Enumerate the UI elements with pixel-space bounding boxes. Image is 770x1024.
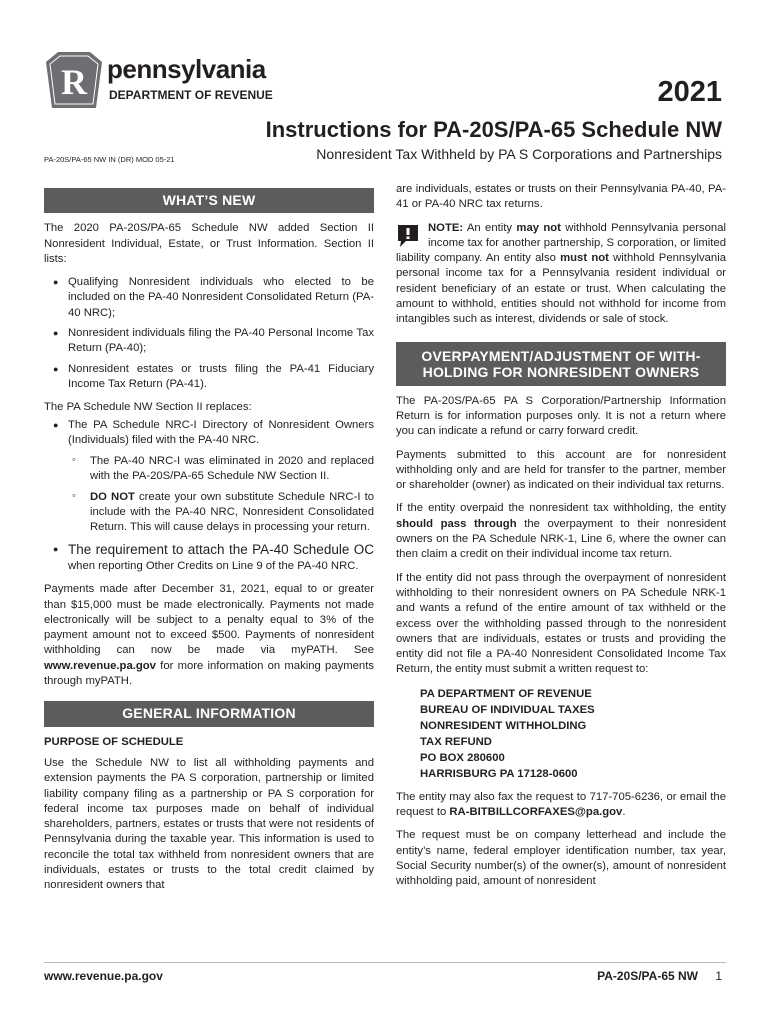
replaces-sublist	[44, 454, 374, 535]
note-box	[396, 221, 726, 328]
list-item: ● Nonresident individuals filing the PA-40 Personal Income Tax Return (PA-40);	[44, 326, 374, 357]
sublist-item-text: create your own substitute Schedule NRC-I to include with the PA-40 NRC, Nonresident Consolidated Return. This will cause delays in processing your return.	[90, 490, 374, 534]
address-line: PA DEPARTMENT OF REVENUE	[420, 687, 592, 700]
pass-through-emphasis: should pass through	[396, 517, 517, 530]
fax-text-end: .	[622, 806, 626, 819]
address-line: HARRISBURG PA 17128-0600	[420, 767, 578, 780]
continued-paragraph: are individuals, estates or trusts on their Pennsylvania PA-40, PA-41 or PA-40 NRC tax returns.	[396, 183, 726, 211]
schedule-oc-text: when reporting Other Credits on Line 9 of the PA-40 NRC.	[68, 559, 359, 572]
sublist-item: ◦ The PA-40 NRC-I was eliminated in 2020 and replaced with the PA-20S/PA-65 Schedule NW Section II.	[44, 454, 374, 485]
address-line: NONRESIDENT WITHHOLDING	[420, 719, 587, 732]
payments-text: Payments made after December 31, 2021, equal to or greater than $15,000 must be made electronically. Payments not made electronically will be subject to a penalty equal to 3% of the payment amount not to exceed $500. Payments of nonresident withholding can now be made via myPATH. See	[44, 583, 374, 657]
payments-paragraph	[44, 582, 374, 689]
pa-revenue-logo	[44, 50, 274, 110]
footer-form-code: PA-20S/PA-65 NW	[597, 969, 698, 983]
address-line: TAX REFUND	[420, 735, 492, 748]
list-item	[44, 542, 374, 575]
footer-url[interactable]: www.revenue.pa.gov	[44, 969, 163, 983]
fax-email-paragraph	[396, 790, 726, 821]
must-not-emphasis: must not	[560, 252, 609, 265]
brand-name: pennsylvania	[107, 54, 266, 84]
note-text: withhold Pennsylvania personal income tax for a Pennsylvania resident individual or resident beneficiary of an estate or trust. When calculating the amount to withhold, entities should not withhold for income from intangibles such as interest, dividends or sale of stock.	[396, 252, 727, 326]
list-item: ● Nonresident estates or trusts filing the PA-41 Fiduciary Income Tax Return (PA-41).	[44, 362, 374, 393]
note-text: withhold Pennsylvania personal income tax for another partnership, S corporation, or limited liability company. An entity also	[396, 221, 726, 265]
overpayment-p1: The PA-20S/PA-65 PA S Corporation/Partnership Information Return is for information purposes only. It is not a return where you can indicate a refund or carry forward credit.	[396, 394, 726, 438]
address-line: PO BOX 280600	[420, 751, 505, 764]
sublist-item	[44, 490, 374, 536]
exclamation-note-icon	[396, 223, 420, 249]
note-label: NOTE:	[428, 221, 464, 234]
overpayment-heading-line: OVERPAYMENT/ADJUSTMENT OF WITH-	[421, 347, 701, 364]
note-text: An entity	[463, 221, 517, 234]
page-number: 1	[715, 969, 722, 983]
footer-divider	[44, 962, 726, 963]
purpose-subheading: PURPOSE OF SCHEDULE	[44, 735, 184, 748]
replaces-list	[44, 418, 374, 575]
section-ii-list	[44, 275, 374, 392]
overpayment-p3	[396, 501, 726, 562]
address-line: BUREAU OF INDIVIDUAL TAXES	[420, 703, 595, 716]
list-item: ● Qualifying Nonresident individuals who elected to be included on the PA-40 Nonresident Consolidated Return (PA-40 NRC);	[44, 275, 374, 321]
refund-email-link[interactable]: RA-BITBILLCORFAXES@pa.gov	[449, 806, 623, 819]
payments-text-end: for more information on making payments through myPATH.	[44, 659, 374, 688]
revenue-link[interactable]: www.revenue.pa.gov	[44, 659, 156, 672]
whats-new-heading: WHAT’S NEW	[44, 188, 374, 213]
p3-text: If the entity overpaid the nonresident tax withholding, the entity	[396, 502, 726, 515]
overpayment-p4: If the entity did not pass through the overpayment of nonresident withholding to their nonresident owners on PA Schedule NRK-1 and wants a refund of the entire amount of tax withheld or the excess over the withholding passed through to the nonresident owners that are individuals, estates or trusts and providing the entity did not file a PA-40 Nonresident Consolidated Income Tax Return, the entity must submit a written request to:	[396, 571, 726, 676]
svg-text:R: R	[61, 62, 87, 102]
overpayment-p2: Payments submitted to this account are for nonresident withholding only and are held for transfer to the partner, member or shareholder (owner) as indicated on their individual tax returns.	[396, 448, 726, 492]
schedule-oc-requirement: The requirement to attach the PA-40 Schedule OC	[68, 541, 374, 557]
may-not-emphasis: may not	[516, 221, 561, 234]
left-column	[44, 188, 374, 902]
tax-year: 2021	[657, 76, 722, 108]
p3-text-end: the overpayment to their nonresident owners on the PA Schedule NRK-1, Line 6, where the owner can then claim a credit on their individual income tax return.	[396, 517, 726, 561]
general-information-heading: GENERAL INFORMATION	[44, 701, 374, 726]
overpayment-heading-line: HOLDING FOR NONRESIDENT OWNERS	[422, 363, 700, 380]
overpayment-heading	[396, 342, 726, 386]
letterhead-paragraph: The request must be on company letterhead and include the entity’s name, federal employer identification number, tax year, Social Security number(s) of the owner(s), amount of nonresident withholding paid, amount of nonresident	[396, 829, 726, 888]
list-item	[44, 418, 374, 536]
brand-department: DEPARTMENT OF REVENUE	[109, 88, 273, 102]
replaces-intro: The PA Schedule NW Section II replaces:	[44, 401, 252, 414]
page-subtitle: Nonresident Tax Withheld by PA S Corporations and Partnerships	[316, 146, 722, 162]
right-column	[396, 182, 726, 898]
mailing-address	[420, 686, 726, 782]
page-title: Instructions for PA-20S/PA-65 Schedule NW	[265, 117, 722, 142]
purpose-paragraph: Use the Schedule NW to list all withholding payments and extension payments the PA S corporation, partnership or limited liability company filing as a partnership or PA S corporation for federal income tax purposes made on behalf of individual shareholders, partners, estates or trusts that were not residents of Pennsylvania during the taxable year. This information is used to reconcile the total tax withheld from nonresident owners that are individuals, estates or trusts to the total credit claimed by nonresident owners that	[44, 756, 374, 892]
form-code: PA-20S/PA-65 NW IN (DR) MOD 05-21	[44, 155, 175, 164]
fax-text: The entity may also fax the request to 717-705-6236, or email the request to	[396, 790, 726, 819]
replaces-item-text: The PA Schedule NRC-I Directory of Nonresident Owners (Individuals) filed with the PA-40 NRC.	[68, 418, 374, 446]
whats-new-intro: The 2020 PA-20S/PA-65 Schedule NW added Section II Nonresident Individual, Estate, or Trust Information. Section II lists:	[44, 222, 374, 265]
do-not-emphasis: DO NOT	[90, 490, 135, 503]
